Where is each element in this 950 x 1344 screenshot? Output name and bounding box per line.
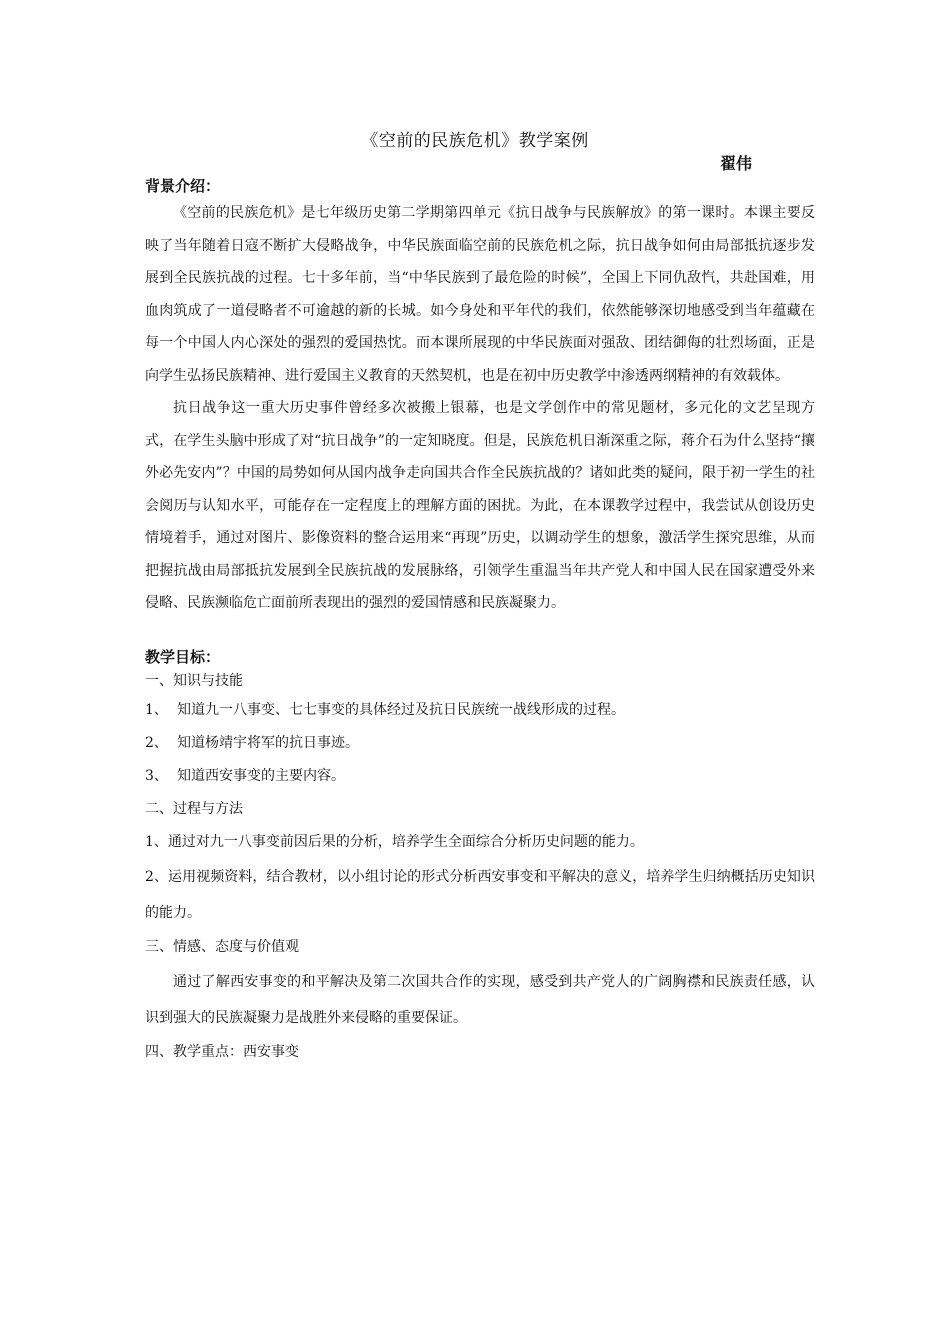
background-heading: 背景介绍： <box>145 177 221 195</box>
knowledge-item-2 <box>145 727 815 760</box>
emotion-paragraph: 通过了解西安事变的和平解决及第二次国共合作的实现，感受到共产党人的广阔胸襟和民族责任感，认识到强大的民族凝聚力是战胜外来侵略的重要保证。 <box>145 973 815 1026</box>
document-body <box>145 175 815 1069</box>
knowledge-item-number: 1、 <box>145 701 168 718</box>
knowledge-item-3 <box>145 760 815 793</box>
emotion-section-title: 三、情感、态度与价值观 <box>145 938 299 955</box>
document-title: 《空前的民族危机》教学案例 <box>361 131 589 151</box>
knowledge-item-number: 2、 <box>145 734 168 751</box>
knowledge-item-text: 知道九一八事变、七七事变的具体经过及抗日民族统一战线形成的过程。 <box>177 701 625 718</box>
process-section-title: 二、过程与方法 <box>145 800 243 817</box>
background-paragraph-1: 《空前的民族危机》是七年级历史第二学期第四单元《抗日战争与民族解放》的第一课时。本课主要反映了当年随着日寇不断扩大侵略战争，中华民族面临空前的民族危机之际，抗日战争如何由局部抵抗逐步发展到全民族抗战的过程。七十多年前，当“中华民族到了最危险的时候”，全国上下同仇敌忾，共赴国难，用血肉筑成了一道侵略者不可逾越的新的长城。如今身处和平年代的我们，依然能够深切地感受到当年蕴藏在每一个中国人内心深处的强烈的爱国热忱。而本课所展现的中华民族面对强敌、团结御侮的壮烈场面，正是向学生弘扬民族精神、进行爱国主义教育的天然契机，也是在初中历史教学中渗透两纲精神的有效载体。 <box>145 205 815 384</box>
knowledge-item-number: 3、 <box>145 767 168 784</box>
process-item-2: 2、运用视频资料，结合教材，以小组讨论的形式分析西安事变和平解决的意义，培养学生归纳概括历史知识的能力。 <box>145 868 815 921</box>
knowledge-item-text: 知道杨靖宇将军的抗日事迹。 <box>177 734 359 751</box>
knowledge-item-text: 知道西安事变的主要内容。 <box>177 767 345 784</box>
background-paragraph-2: 抗日战争这一重大历史事件曾经多次被搬上银幕，也是文学创作中的常见题材，多元化的文艺呈现方式，在学生头脑中形成了对“抗日战争”的一定知晓度。但是，民族危机日渐深重之际，蒋介石为什么坚持“攘外必先安内”？中国的局势如何从国内战争走向国共合作全民族抗战的？诸如此类的疑问，限于初一学生的社会阅历与认知水平，可能存在一定程度上的理解方面的困扰。为此，在本课教学过程中，我尝试从创设历史情境着手，通过对图片、影像资料的整合运用来“再现”历史，以调动学生的想象，激活学生探究思维，从而把握抗战由局部抵抗发展到全民族抗战的发展脉络，引领学生重温当年共产党人和中国人民在国家遭受外来侵略、民族濒临危亡面前所表现出的强烈的爱国情感和民族凝聚力。 <box>145 400 815 611</box>
teaching-focus: 四、教学重点：西安事变 <box>145 1043 299 1060</box>
process-item-1: 1、通过对九一八事变前因后果的分析，培养学生全面综合分析历史问题的能力。 <box>145 833 644 850</box>
knowledge-item-1 <box>145 694 815 727</box>
knowledge-section-title: 一、知识与技能 <box>145 672 243 689</box>
goals-heading: 教学目标： <box>145 647 221 666</box>
author-name: 翟伟 <box>720 154 753 173</box>
